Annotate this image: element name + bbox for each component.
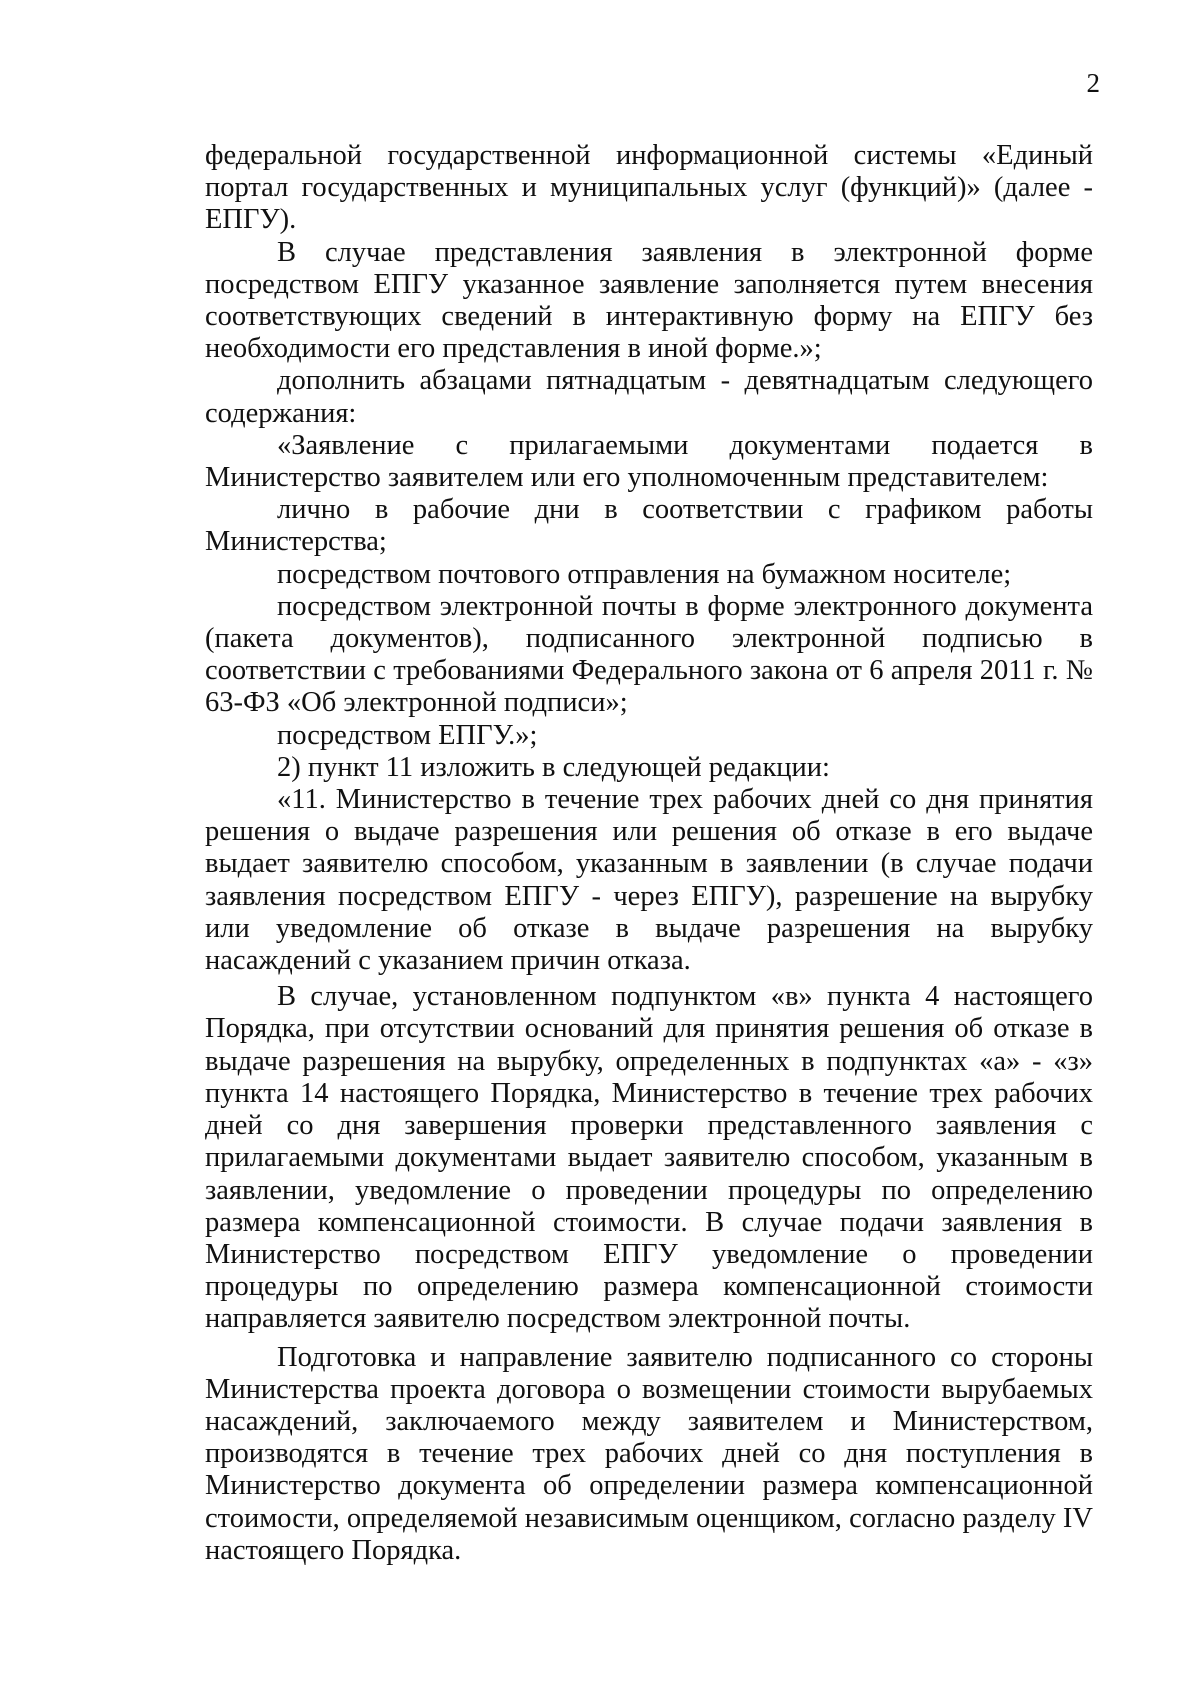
paragraph: Подготовка и направление заявителю подписанного со стороны Министерства проекта договора о возмещении стоимости вырубаемых насаждений, заключаемого между заявителем и Министерством, производятся в течение трех рабочих дней со дня поступления в Министерство документа об определении размера компенсационной стоимости, определяемой независимым оценщиком, согласно разделу IV настоящего Порядка. [205,1341,1093,1566]
paragraph: посредством почтового отправления на бумажном носителе; [277,558,1012,590]
paragraph: «Заявление с прилагаемыми документами подается в Министерство заявителем или его уполномоченным представителем: [205,429,1093,494]
paragraph: дополнить абзацами пятнадцатым - девятнадцатым следующего содержания: [205,365,1093,429]
paragraph: федеральной государственной информационной системы «Единый портал государственных и муниципальных услуг (функций)» (далее - ЕПГУ). [205,140,1093,236]
page-number: 2 [1086,68,1100,98]
paragraph: В случае представления заявления в электронной форме посредством ЕПГУ указанное заявление заполняется путем внесения соответствующих сведений в интерактивную форму на ЕПГУ без необходимости его представления в иной форме.»; [205,236,1093,365]
paragraph: посредством ЕПГУ.»; [277,719,538,751]
paragraph: В случае, установленном подпунктом «в» пункта 4 настоящего Порядка, при отсутствии оснований для принятия решения об отказе в выдаче разрешения на вырубку, определенных в подпунктах «а» - «з» пункта 14 настоящего Порядка, Министерство в течение трех рабочих дней со дня завершения проверки представленного заявления с прилагаемыми документами выдает заявителю способом, указанным в заявлении, уведомление о проведении процедуры по определению размера компенсационной стоимости. В случае подачи заявления в Министерство посредством ЕПГУ уведомление о проведении процедуры по определению размера компенсационной стоимости направляется заявителю посредством электронной почты. [205,981,1093,1335]
paragraph: 2) пункт 11 изложить в следующей редакции: [277,751,830,783]
document-body [205,140,1093,1567]
paragraph: посредством электронной почты в форме электронного документа (пакета документов), подписанного электронной подписью в соответствии с требованиями Федерального закона от 6 апреля 2011 г. № 63-ФЗ «Об электронной подписи»; [205,590,1093,719]
paragraph: «11. Министерство в течение трех рабочих дней со дня принятия решения о выдаче разрешения или решения об отказе в его выдаче выдает заявителю способом, указанным в заявлении (в случае подачи заявления посредством ЕПГУ - через ЕПГУ), разрешение на вырубку или уведомление об отказе в выдаче разрешения на вырубку насаждений с указанием причин отказа. [205,784,1093,977]
paragraph: лично в рабочие дни в соответствии с графиком работы Министерства; [205,494,1093,558]
